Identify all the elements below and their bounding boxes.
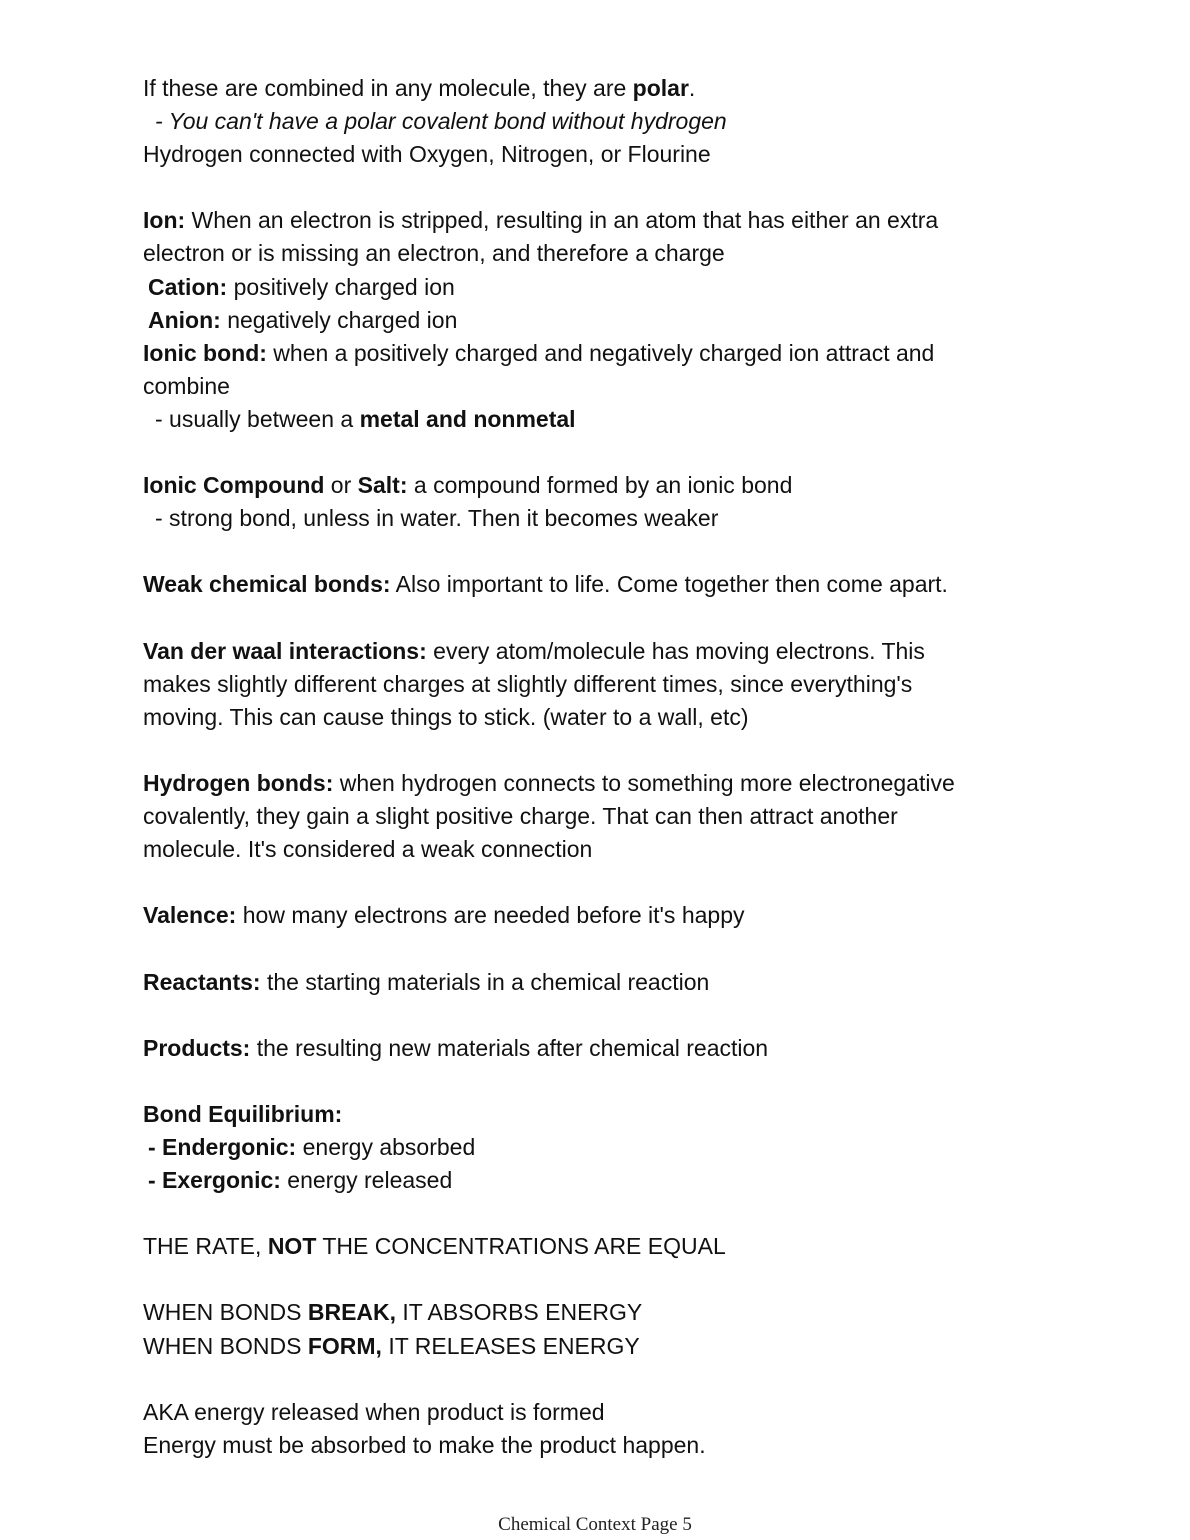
page-footer: Chemical Context Page 5 [498, 1514, 692, 1535]
exergonic-definition [143, 1164, 1043, 1197]
ion-def-text: When an electron is stripped, resulting in an atom that has either an extra [185, 207, 939, 234]
ionic-compound-or: or [324, 472, 358, 499]
polar-rule [143, 72, 1043, 105]
van-der-waal-term: Van der waal interactions: [143, 637, 427, 664]
spacer [143, 171, 1043, 204]
ionic-compound-term: Ionic Compound [143, 472, 325, 499]
spacer [143, 1197, 1043, 1230]
ionic-bond-note [143, 403, 1043, 436]
bonds-break-statement [143, 1296, 1043, 1329]
rate-not: NOT [267, 1233, 317, 1260]
ionic-compound-definition [143, 469, 1043, 502]
ion-term: Ion: [143, 207, 186, 234]
ion-definition-cont: electron or is missing an electron, and therefore a charge [143, 240, 725, 267]
ionic-compound-note: - strong bond, unless in water. Then it becomes weaker [155, 505, 719, 532]
van-der-waal-definition-cont-2: moving. This can cause things to stick. (water to a wall, etc) [143, 703, 749, 730]
hydrogen-bonds-definition-cont-1: covalently, they gain a slight positive charge. That can then attract another [143, 803, 898, 830]
ionic-bond-term: Ionic bond: [143, 339, 267, 366]
exergonic-term: - Exergonic: [148, 1167, 281, 1194]
spacer [143, 1065, 1043, 1098]
valence-definition [143, 899, 1043, 932]
rate-statement [143, 1230, 1043, 1263]
spacer [143, 602, 1043, 635]
bond-equilibrium-heading [143, 1098, 1043, 1131]
spacer [143, 1363, 1043, 1396]
bonds-form-bold: FORM, [307, 1332, 382, 1359]
polar-rule-text: If these are combined in any molecule, they are [143, 75, 633, 101]
endergonic-def: energy absorbed [296, 1134, 476, 1160]
bonds-form-text: WHEN BONDS [143, 1332, 308, 1359]
bonds-form-statement [143, 1330, 1043, 1363]
spacer [143, 734, 1043, 767]
weak-bonds-definition [143, 568, 1043, 601]
bonds-break-text-end: IT ABSORBS ENERGY [396, 1299, 643, 1326]
rate-text-end: THE CONCENTRATIONS ARE EQUAL [316, 1233, 726, 1260]
ionic-compound-def: a compound formed by an ionic bond [407, 472, 793, 499]
ionic-bond-definition [143, 337, 1043, 370]
salt-term: Salt: [357, 472, 408, 499]
anion-def: negatively charged ion [220, 306, 458, 333]
reactants-def: the starting materials in a chemical reaction [260, 968, 710, 995]
van-der-waal-definition-cont-1: makes slightly different charges at slightly different times, since everything's [143, 670, 913, 697]
hydrogen-bonds-term: Hydrogen bonds: [143, 769, 334, 796]
bonds-form-text-end: IT RELEASES ENERGY [381, 1332, 640, 1359]
reactants-definition [143, 966, 1043, 999]
ionic-bond-note-bold: metal and nonmetal [359, 405, 576, 432]
products-term: Products: [143, 1034, 251, 1061]
anion-definition [143, 304, 1043, 337]
endergonic-definition [143, 1131, 1043, 1164]
energy-absorbed-statement: Energy must be absorbed to make the product happen. [143, 1431, 706, 1458]
hydrogen-bonds-def: when hydrogen connects to something more electronegative [333, 769, 955, 796]
products-def: the resulting new materials after chemical reaction [250, 1034, 769, 1061]
weak-bonds-term: Weak chemical bonds: [143, 571, 391, 598]
ion-definition [143, 204, 1043, 237]
bond-equilibrium-term: Bond Equilibrium: [143, 1100, 343, 1127]
spacer [143, 932, 1043, 965]
cation-def: positively charged ion [227, 273, 455, 300]
spacer [143, 535, 1043, 568]
van-der-waal-def: every atom/molecule has moving electrons. This [426, 637, 925, 664]
bonds-break-bold: BREAK, [307, 1299, 397, 1326]
weak-bonds-def: Also important to life. Come together then come apart. [390, 571, 948, 598]
polar-rule-period: . [688, 75, 696, 101]
spacer [143, 1263, 1043, 1296]
ionic-bond-definition-cont: combine [143, 372, 230, 399]
products-definition [143, 1032, 1043, 1065]
cation-term: Cation: [148, 273, 228, 300]
spacer [143, 999, 1043, 1032]
reactants-term: Reactants: [143, 968, 261, 995]
hydrogen-bonds-definition-cont-2: molecule. It's considered a weak connection [143, 836, 593, 863]
ionic-bond-def: when a positively charged and negatively charged ion attract and [266, 339, 935, 366]
hydrogen-bonds-definition [143, 767, 1043, 800]
aka-statement: AKA energy released when product is formed [143, 1398, 605, 1425]
van-der-waal-definition [143, 635, 1043, 668]
spacer [143, 436, 1043, 469]
polar-note [143, 105, 1043, 138]
document-page [143, 72, 1043, 1462]
valence-def: how many electrons are needed before it's happy [236, 902, 745, 929]
spacer [143, 866, 1043, 899]
exergonic-def: energy released [280, 1167, 453, 1194]
rate-text: THE RATE, [143, 1233, 268, 1260]
cation-definition [143, 271, 1043, 304]
bonds-break-text: WHEN BONDS [143, 1299, 308, 1326]
polar-elements: Hydrogen connected with Oxygen, Nitrogen, or Flourine [143, 141, 711, 168]
polar-term: polar [632, 75, 689, 101]
ionic-bond-note-text: - usually between a [155, 405, 360, 432]
polar-note-text: - You can't have a polar covalent bond without hydrogen [155, 108, 727, 135]
endergonic-term: - Endergonic: [148, 1134, 297, 1160]
valence-term: Valence: [143, 902, 237, 929]
anion-term: Anion: [148, 306, 221, 333]
